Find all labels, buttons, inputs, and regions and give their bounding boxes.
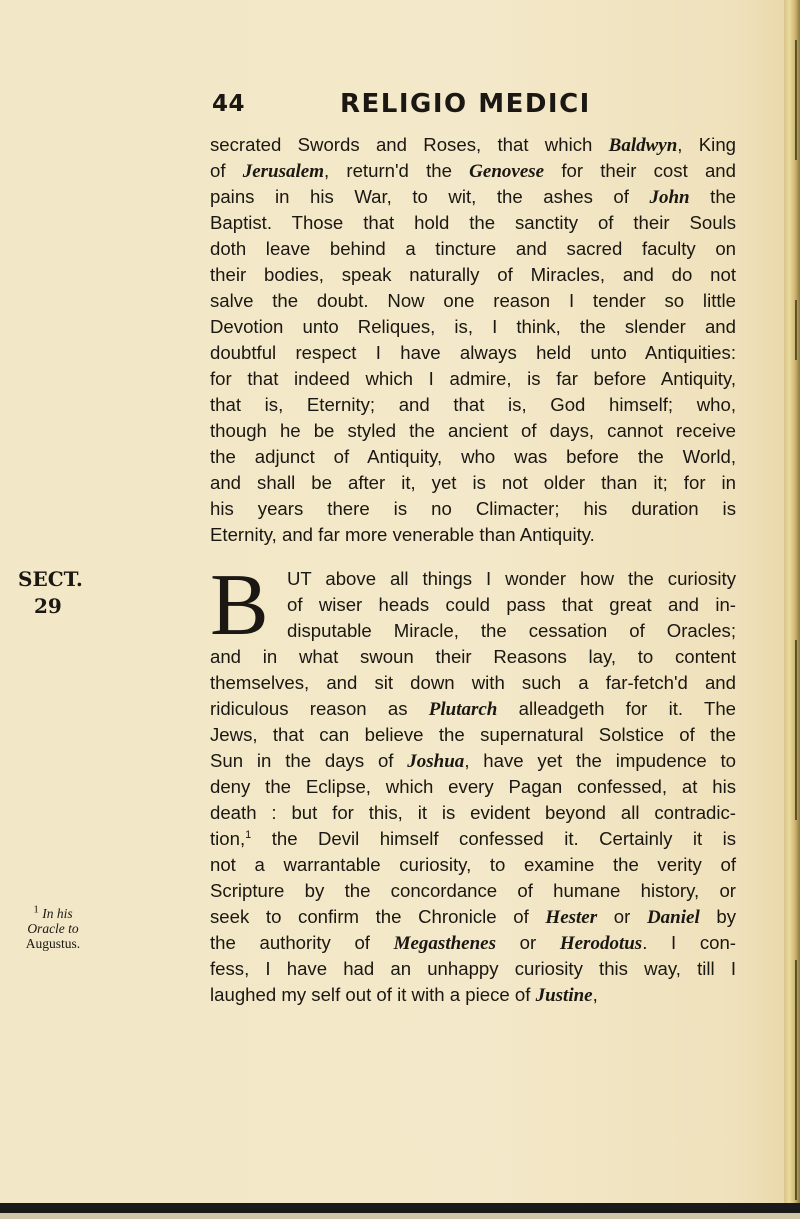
text-run: pains in his War, to wit, the ashes of [210,186,650,207]
margin-note-line-3: Augustus. [25,936,81,951]
text-run: not a warrantable curiosity, to examine the verity of [210,854,736,875]
scan-bottom-strip [0,1213,800,1219]
text-line [287,618,736,644]
text-run: Devotion unto Reliques, is, I think, the slender and [210,316,736,337]
italic-name: Hester [545,907,598,928]
margin-note [22,903,84,951]
text-line [210,184,736,210]
text-run: salve the doubt. Now one reason I tender so little [210,290,736,311]
margin-note-line-1: $^1$ In his [33,903,73,921]
italic-name: Joshua [407,751,465,772]
text-line [210,670,736,696]
text-run: and shall be after it, yet is not older than it; for in [210,472,736,493]
text-run: Baptist. Those that hold the sanctity of their Souls [210,212,736,233]
text-line [210,496,736,522]
text-run: , King [677,134,736,155]
text-line [210,418,736,444]
text-run: , have yet the impudence to [464,750,736,771]
text-line [210,774,736,800]
text-run: death : but for this, it is evident beyond all contradic- [210,802,736,823]
text-line [210,210,736,236]
drop-cap: B [210,557,269,654]
italic-name: Jerusalem [242,161,325,182]
italic-name: Daniel [646,907,700,928]
text-line [210,878,736,904]
text-run: fess, I have had an unhappy curiosity this way, till I [210,958,736,979]
text-line [287,566,736,592]
italic-name: John [649,187,690,208]
text-line [210,696,736,722]
text-run: or [496,932,560,953]
text-line [210,852,736,878]
text-run: Sun in the days of [210,750,408,771]
text-run: alleadgeth for it. The [497,698,737,719]
text-run: Jews, that can believe the supernatural Solstice of the [210,724,736,745]
text-run: by [699,906,736,927]
page-number: 44 [212,91,246,117]
running-head: RELIGIO MEDICI [340,89,591,119]
text-run: Scripture by the concordance of humane history, or [210,880,736,901]
text-line [210,444,736,470]
text-line [210,644,736,670]
text-run: secrated Swords and Roses, that which [210,134,609,155]
text-run: disputable Miracle, the cessation of Oracles; [287,620,736,641]
text-run: seek to confirm the Chronicle of [210,906,546,927]
text-run: the adjunct of Antiquity, who was before the World, [210,446,736,467]
text-run: deny the Eclipse, which every Pagan confessed, at his [210,776,736,797]
text-line [210,904,736,930]
text-run: UT above all things I wonder how the curiosity [287,568,736,589]
text-line [210,982,736,1008]
text-line [210,470,736,496]
text-run: , return'd the [324,160,470,181]
text-line [210,826,736,852]
section-number: 29 [34,594,62,618]
text-run: and in what swoun their Reasons lay, to content [210,646,736,667]
italic-name: Plutarch [428,699,498,720]
text-line [210,748,736,774]
page-edge [784,0,800,1219]
text-line [210,800,736,826]
footnote-marker: 1 [33,903,39,916]
text-run: their bodies, speak naturally of Miracles, and do not [210,264,736,285]
text-run: or [597,906,647,927]
italic-name: Genovese [469,161,545,182]
footnote-ref: 1 [245,828,252,841]
text-line [210,132,736,158]
text-run: his years there is no Climacter; his duration is [210,498,736,519]
italic-name: Megasthenes [393,933,497,954]
text-run: , [592,984,598,1005]
text-line [210,722,736,748]
text-run: ridiculous reason as [210,698,429,719]
text-line [210,262,736,288]
text-run: the authority of [210,932,394,953]
text-line [287,592,736,618]
text-run: though he be styled the ancient of days, cannot receive [210,420,736,441]
text-run: laughed my self out of it with a piece of [210,984,536,1005]
text-run: for their cost and [544,160,736,181]
text-run: . I con- [642,932,736,953]
text-run: for that indeed which I admire, is far before Antiquity, [210,368,736,389]
text-line [210,930,736,956]
text-run: of wiser heads could pass that great and in- [287,594,736,615]
margin-note-line-2: Oracle to [27,921,79,936]
italic-name: Herodotus [559,933,643,954]
text-line [210,340,736,366]
italic-name: Baldwyn [608,135,678,156]
text-run: tion, [210,828,246,849]
text-run: of [210,160,243,181]
text-run: doubtful respect I have always held unto Antiquities: [210,342,736,363]
text-line [210,956,736,982]
text-run: Eternity, and far more venerable than Antiquity. [210,524,595,545]
text-line [210,236,736,262]
text-run: themselves, and sit down with such a far-fetch'd and [210,672,736,693]
text-run: the [689,186,736,207]
text-run: the Devil himself confessed it. Certainly it is [251,828,736,849]
text-line [210,522,736,548]
text-line [210,392,736,418]
text-line [210,158,736,184]
italic-name: Justine [535,985,593,1006]
text-line [210,314,736,340]
text-run: doth leave behind a tincture and sacred faculty on [210,238,736,259]
section-label: SECT. [18,567,83,591]
text-line [210,288,736,314]
text-run: that is, Eternity; and that is, God himself; who, [210,394,736,415]
text-line [210,366,736,392]
scan-bottom-bar [0,1203,800,1213]
